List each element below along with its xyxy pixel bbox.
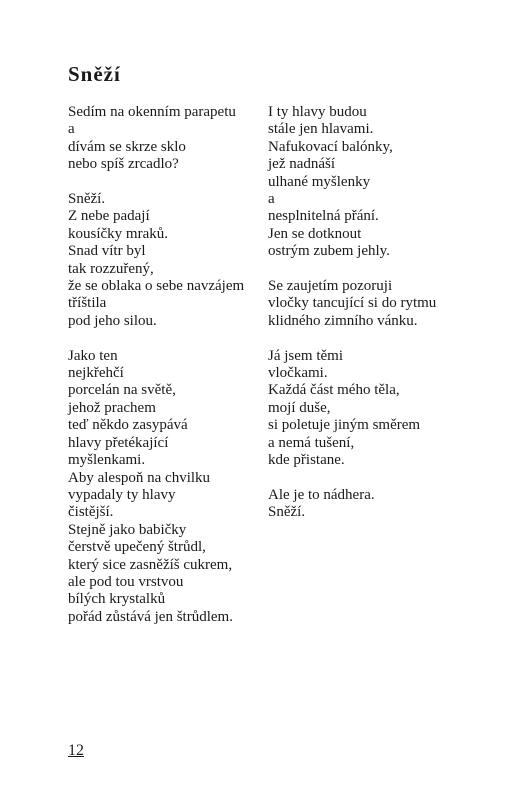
poem-line: nesplnitelná přání. [268,208,379,225]
poem-line: mojí duše, [268,399,331,416]
page-number: 12 [68,742,84,759]
poem-line: jehož prachem [68,399,156,416]
poem-line: bílých krystalků [68,591,166,608]
poem-line: porcelán na světě, [68,382,176,399]
poem-line: jež nadnáší [268,156,336,173]
poem-line: Sedím na okenním parapetu [68,104,236,120]
stanza [268,348,458,470]
poem-line: si poletuje jiným směrem [268,417,421,434]
poem-line: stále jen hlavami. [268,121,374,138]
poem-title: Sněží [68,62,121,86]
poem-line: a [268,191,275,208]
poem-line: hlavy přetékající [68,434,169,451]
poem-line: vločky tancující si do rytmu [268,295,437,312]
poem-line: který sice zasněžíš cukrem, [68,556,233,573]
poem-line: ulhané myšlenky [268,173,371,190]
poem-line: Z nebe padají [68,208,150,225]
poem-line: ale pod tou vrstvou [68,573,184,590]
stanza [268,104,458,261]
poem-line: pořád zůstává jen štrůdlem. [68,608,233,625]
poem-line: Se zaujetím pozoruji [268,278,393,295]
poem-line: vločkami. [268,365,328,382]
poem-line: čerstvě upečený štrůdl, [68,539,206,556]
stanza [68,191,258,330]
poem-line: Nafukovací balónky, [268,138,393,155]
stanza [68,348,258,627]
poem-line: kde přistane. [268,452,345,469]
stanza [68,104,258,174]
poem-line: tak rozzuřený, [68,260,154,277]
poem-line: Aby alespoň na chvilku [68,469,211,486]
poem-line: nejkřehčí [68,365,124,382]
poem-line: tříštila [68,295,107,312]
poem-line: I ty hlavy budou [268,104,367,120]
poem-line: Sněží. [268,504,306,521]
left-column [68,104,258,644]
poem-line: a nemá tušení, [268,434,355,451]
poem-line: Stejně jako babičky [68,521,187,538]
poem-line: nebo spíš zrcadlo? [68,156,179,173]
poem-line: vypadaly ty hlavy [68,486,176,503]
poem-line: ostrým zubem jehly. [268,243,390,260]
poem-line: dívám se skrze sklo [68,138,186,155]
poem-line: čistější. [68,504,114,521]
poem-line: pod jeho silou. [68,312,157,329]
right-column [268,104,458,539]
stanza [268,278,458,330]
stanza [268,487,458,522]
poem-line: Snad vítr byl [68,243,146,260]
poem-line: kousíčky mraků. [68,225,168,242]
poem-line: Já jsem těmi [268,347,343,364]
poem-line: že se oblaka o sebe navzájem [68,278,245,295]
poem-line: teď někdo zasypává [68,417,188,434]
poem-line: Každá část mého těla, [268,382,400,399]
poem-line: klidného zimního vánku. [268,312,418,329]
poem-line: a [68,121,75,138]
poem-line: Jako ten [68,347,118,364]
poem-line: Ale je to nádhera. [268,486,375,503]
poem-line: Sněží. [68,191,106,208]
poem-line: myšlenkami. [68,452,146,469]
poem-line: Jen se dotknout [268,225,362,242]
